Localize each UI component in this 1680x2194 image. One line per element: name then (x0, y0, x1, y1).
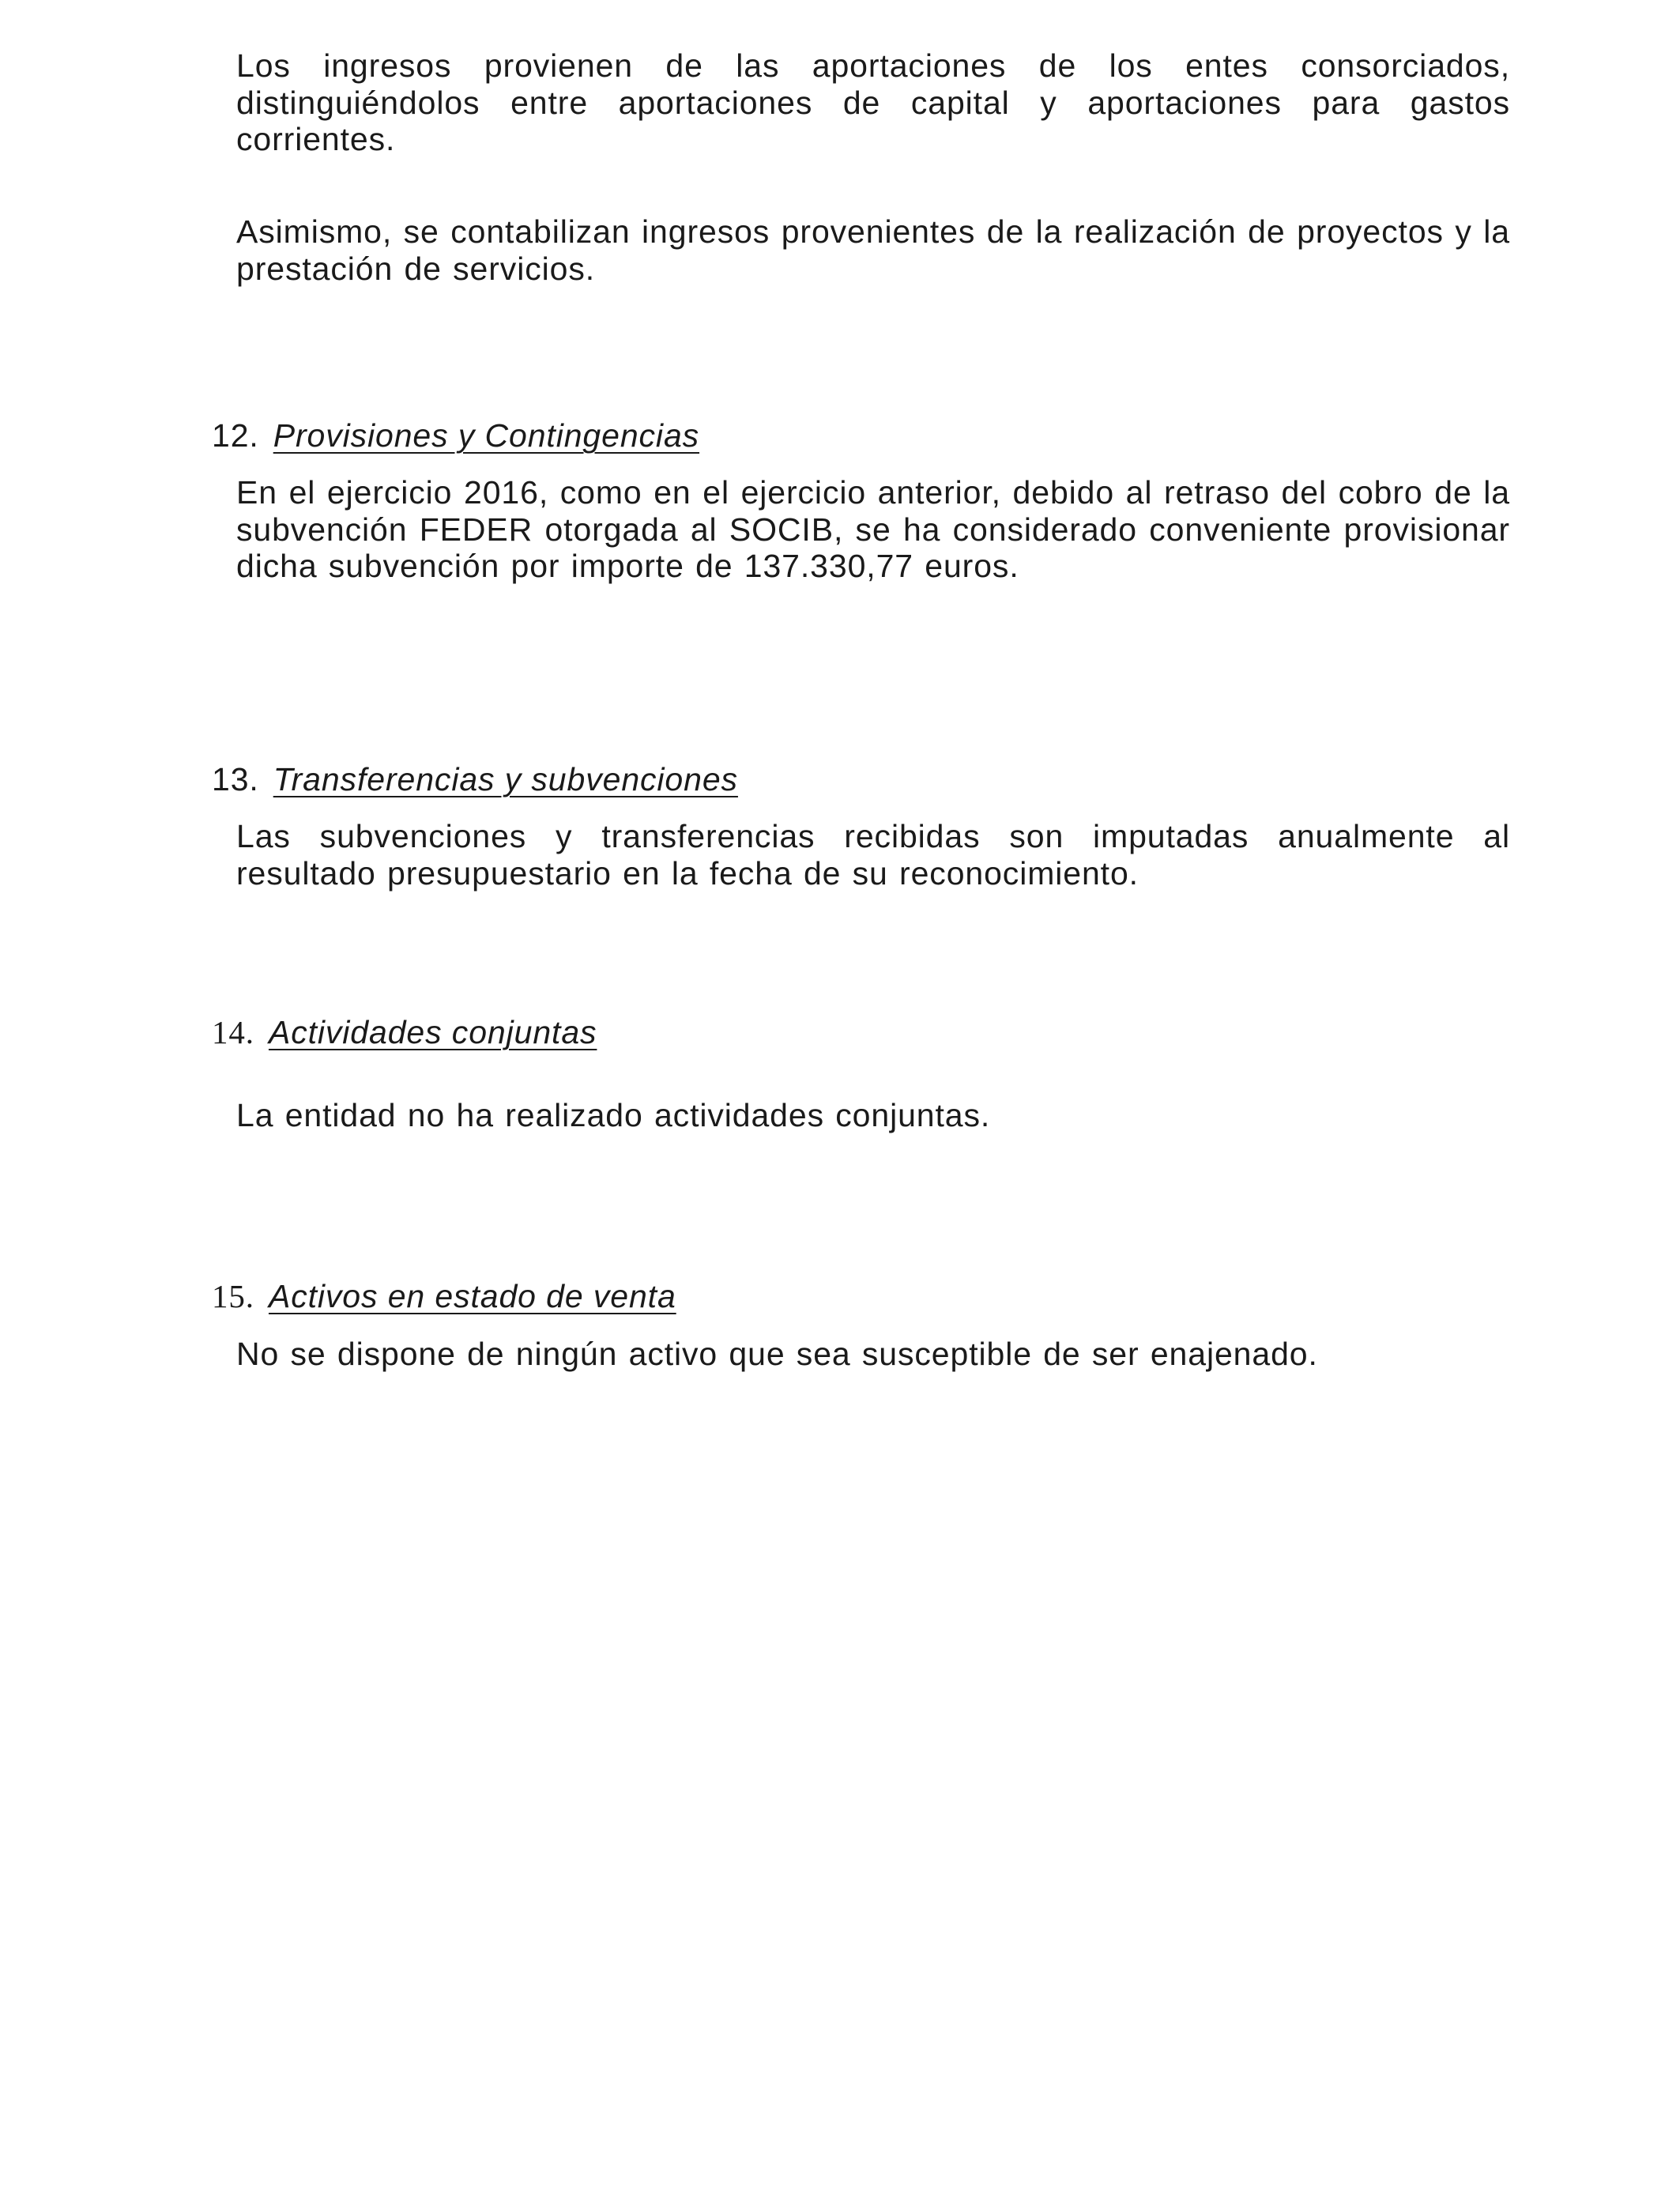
section-number-12: 12. (212, 417, 259, 454)
section-heading-12 (212, 417, 699, 454)
section-number-14: 14. (212, 1014, 254, 1050)
section-title-provisiones: Provisiones y Contingencias (273, 417, 700, 454)
section-number-15: 15. (212, 1278, 254, 1314)
section-heading-13 (212, 761, 738, 797)
section-heading-14 (212, 1014, 597, 1050)
section-body-14: La entidad no ha realizado actividades conjuntas. (236, 1097, 991, 1133)
section-title-transferencias: Transferencias y subvenciones (273, 761, 738, 797)
section-heading-15 (212, 1278, 676, 1314)
section-body-13: Las subvenciones y transferencias recibidas son imputadas anualmente al resultado presupuestario en la fecha de su reconocimiento. (236, 818, 1510, 892)
section-number-13: 13. (212, 761, 259, 797)
intro-paragraph-income: Los ingresos provienen de las aportaciones de los entes consorciados, distinguiéndolos entre aportaciones de capital y aportaciones para gastos corrientes. (236, 47, 1510, 157)
section-body-12: En el ejercicio 2016, como en el ejercicio anterior, debido al retraso del cobro de la subvención FEDER otorgada al SOCIB, se ha considerado conveniente provisionar dicha subvención por importe de 137.330,77 euros. (236, 474, 1510, 584)
section-body-15: No se dispone de ningún activo que sea susceptible de ser enajenado. (236, 1336, 1318, 1372)
section-title-activos: Activos en estado de venta (268, 1278, 676, 1314)
intro-paragraph-projects: Asimismo, se contabilizan ingresos provenientes de la realización de proyectos y la prestación de servicios. (236, 213, 1510, 287)
section-title-actividades: Actividades conjuntas (268, 1014, 597, 1050)
